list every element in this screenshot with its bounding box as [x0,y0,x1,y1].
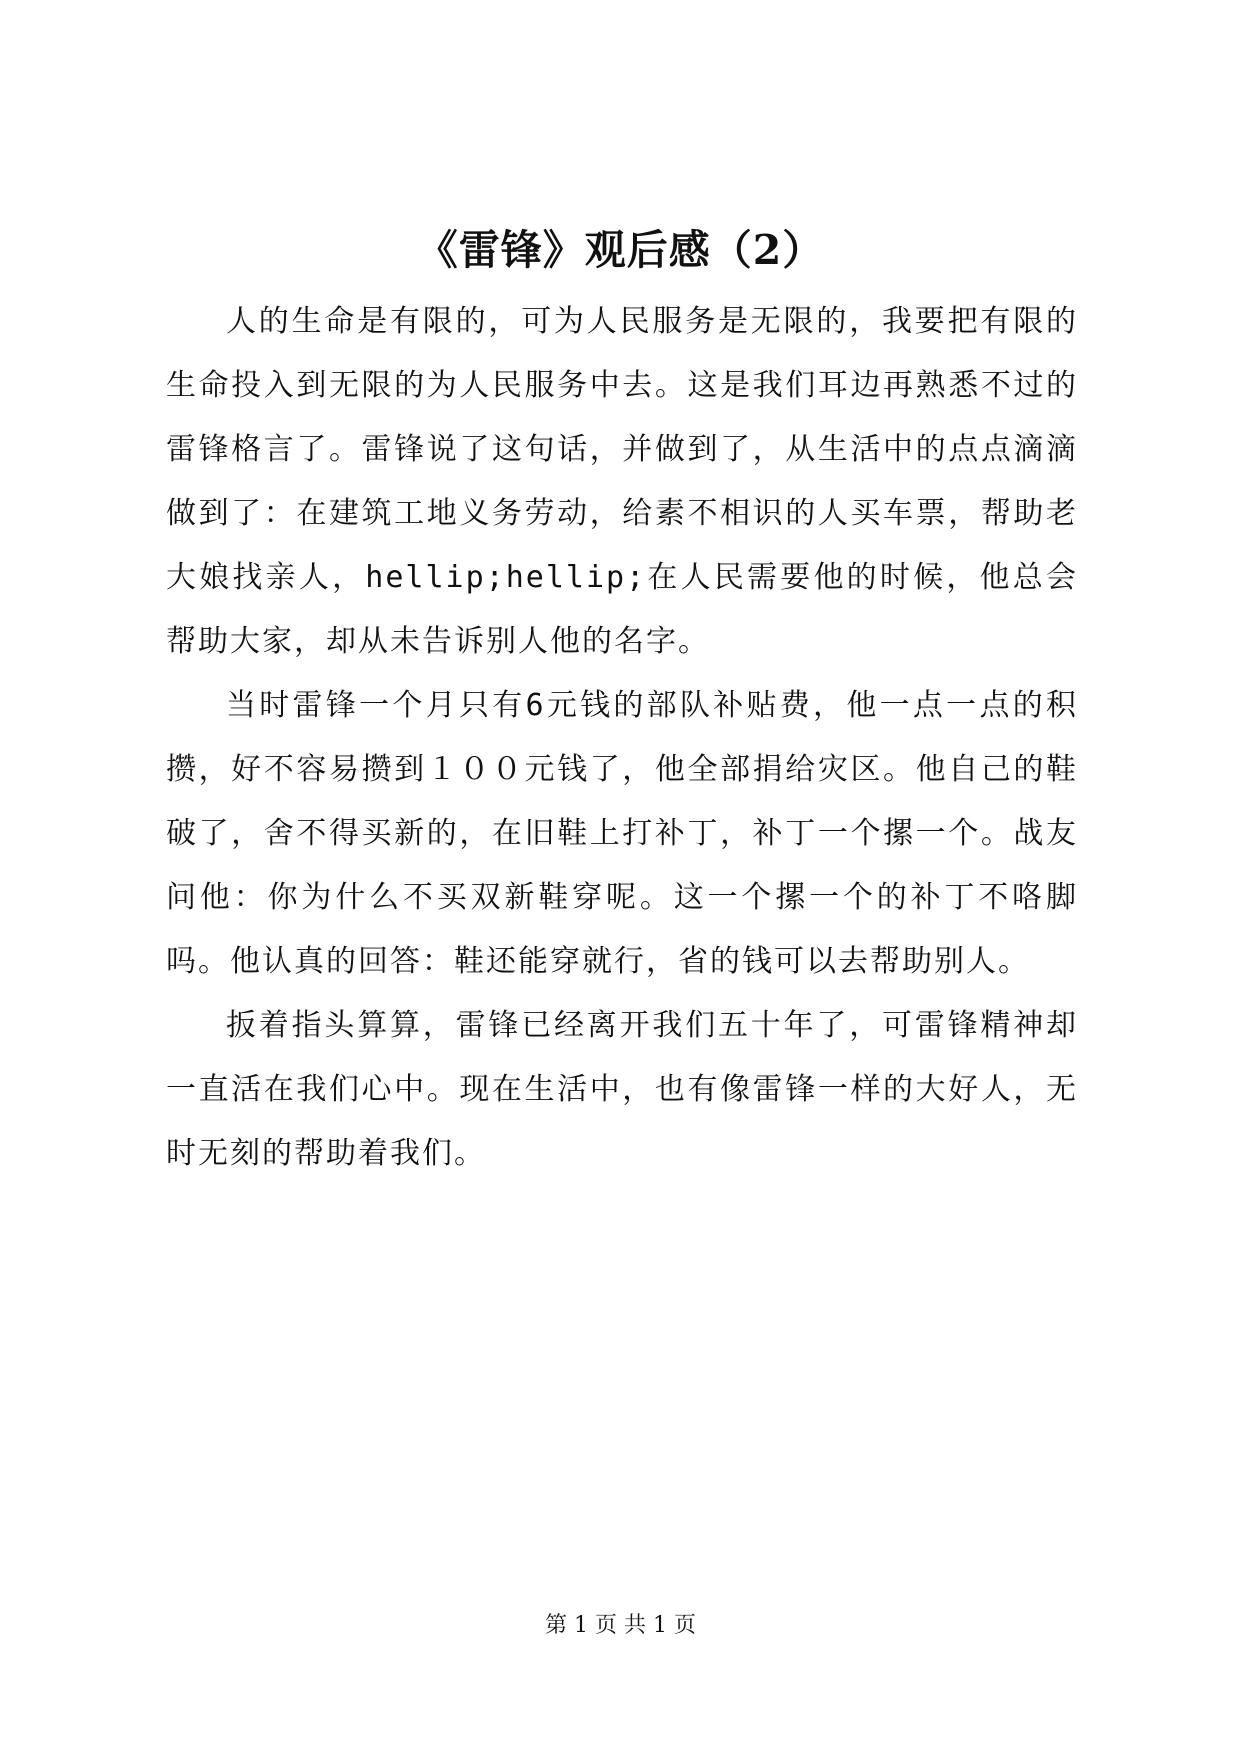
document-title: 《雷锋》观后感（2） [416,226,825,274]
paragraph-1: 人的生命是有限的，可为人民服务是无限的，我要把有限的生命投入到无限的为人民服务中去。这是我们耳边再熟悉不过的雷锋格言了。雷锋说了这句话，并做到了，从生活中的点点滴滴做到了：在建筑工地义务劳动，给素不相识的人买车票，帮助老大娘找亲人，hellip;hellip;在人民需要他的时候，他总会帮助大家，却从未告诉别人他的名字。 [166,304,1078,659]
paragraph-3: 扳着指头算算，雷锋已经离开我们五十年了，可雷锋精神却一直活在我们心中。现在生活中，也有像雷锋一样的大好人，无时无刻的帮助着我们。 [166,1008,1078,1171]
page-footer: 第 1 页 共 1 页 [545,1613,696,1638]
document-body [166,290,1078,1186]
paragraph-2: 当时雷锋一个月只有6元钱的部队补贴费，他一点一点的积攒，好不容易攒到１００元钱了，他全部捐给灾区。他自己的鞋破了，舍不得买新的，在旧鞋上打补丁，补丁一个摞一个。战友问他：你为什么不买双新鞋穿呢。这一个摞一个的补丁不咯脚吗。他认真的回答：鞋还能穿就行，省的钱可以去帮助别人。 [166,688,1078,979]
